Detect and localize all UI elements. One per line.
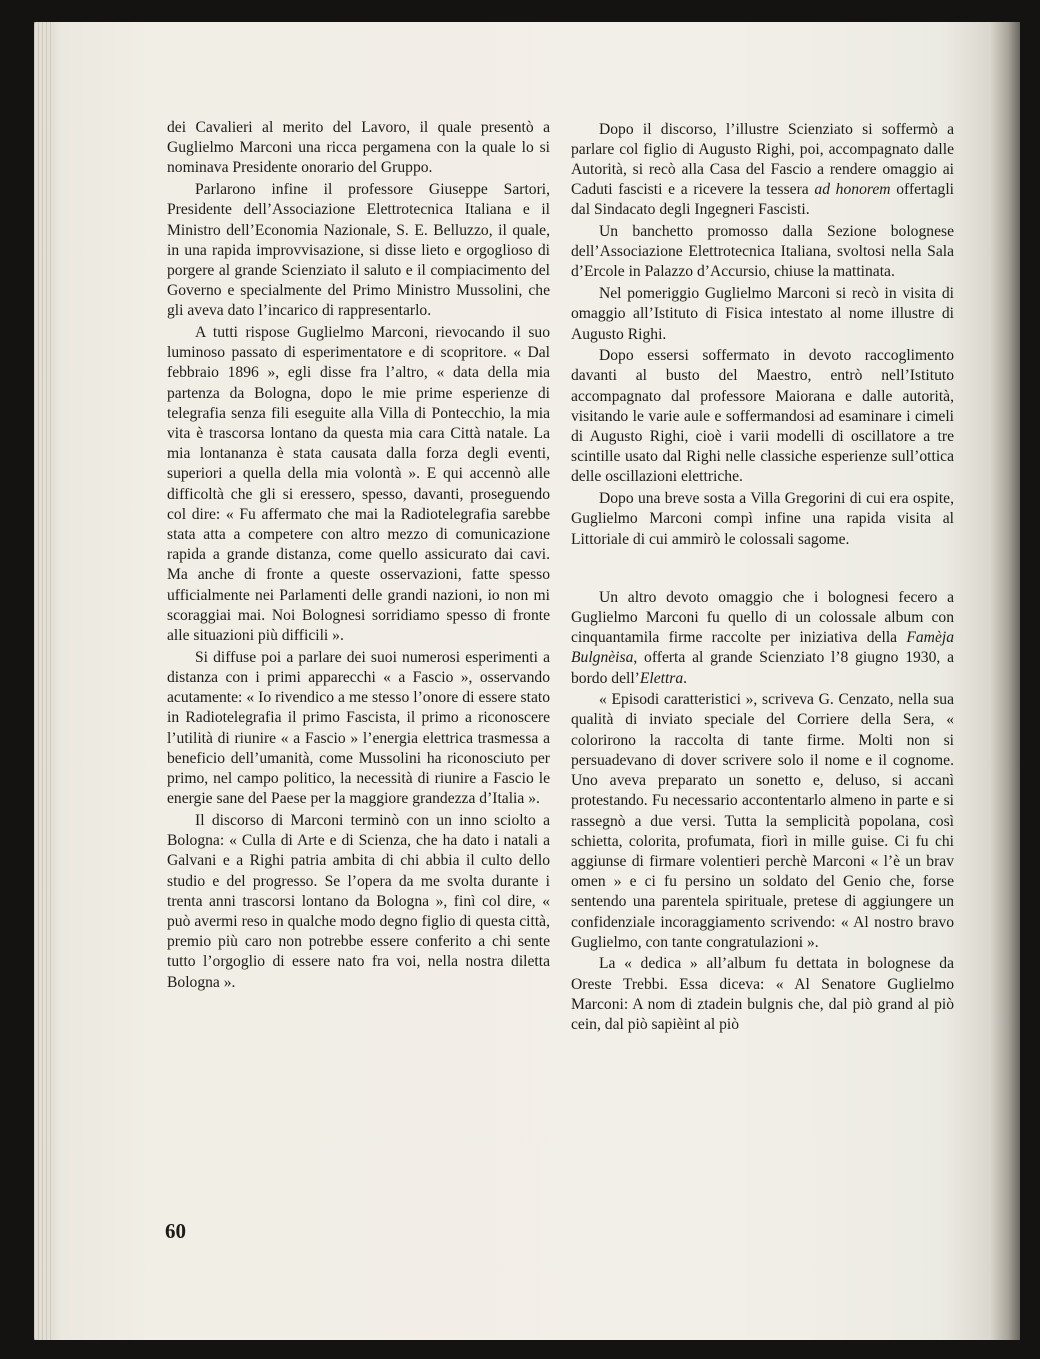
paragraph: A tutti rispose Guglielmo Marconi, rievocando il suo luminoso passato di esperimentatore e di scopritore. « Dal febbraio 1896 », egli disse fra l’altro, « data della mia partenza da Bologna, dopo le mie prime esperienze di telegrafia senza fili eseguite alla Villa di Pontecchio, la mia vita è trascorsa lontano da questa mia cara Città natale. La mia lontananza è stata causata dalla forza degli eventi, superiori a quella della mia volontà ». E qui accennò alle difficoltà che gli si eressero, spesso, davanti, proseguendo col dire: « Fu affermato che mai la Radiotelegrafia sarebbe stata atta a competere con altro mezzo di comunicazione rapida a grande distanza, come quello assicurato dai cavi. Ma anche di fronte a queste osservazioni, fatte spesso ufficialmente nei Parlamenti delle grandi nazioni, io non mi scoraggiai mai. Noi Bolognesi sorridiamo spesso di fronte alle situazioni più difficili ».: [167, 324, 550, 645]
paragraph: Dopo una breve sosta a Villa Gregorini di cui era ospite, Guglielmo Marconi compì infine una rapida visita al Littoriale di cui ammirò le colossali sagome.: [571, 490, 954, 548]
paragraph: Nel pomeriggio Guglielmo Marconi si recò in visita di omaggio all’Istituto di Fisica intestato al nome illustre di Augusto Righi.: [571, 285, 954, 343]
page-gutter-shadow: [990, 22, 1020, 1340]
paragraph: Dopo il discorso, l’illustre Scienziato si soffermò a parlare col figlio di Augusto Righi, poi, accompagnato dalle Autorità, si recò alla Casa del Fascio a rendere omaggio ai Caduti fascisti e a ricevere la tessera ad honorem offertagli dal Sindacato degli Ingegneri Fascisti.: [571, 120, 954, 219]
paragraph: Si diffuse poi a parlare dei suoi numerosi esperimenti a distanza con i primi apparecchi « a Fascio », osservando acutamente: « Io rivendico a me stesso l’onore di essere stato in Radiotelegrafia il primo Fascista, il primo a riconoscere l’utilità di riunire « a Fascio » l’energia elettrica trasmessa a beneficio dell’umanità, come Mussolini ha riconosciuto per primo, nel campo politico, la necessità di riunire a Fascio le energie sane del Paese per la maggiore grandezza d’Italia ».: [167, 648, 550, 808]
left-text-column: [167, 118, 550, 993]
paragraph: dei Cavalieri al merito del Lavoro, il quale presentò a Guglielmo Marconi una ricca pergamena con la quale lo si nominava Presidente onorario del Gruppo.: [167, 119, 550, 177]
album-italic-name: Famèja Bulgnèisa: [571, 629, 954, 667]
paragraph: « Episodi caratteristici », scriveva G. Cenzato, nella sua qualità di inviato speciale del Corriere della Sera, « colorirono la raccolta di tante firme. Molti non si persuadevano di dover scrivere solo il nome e il cognome. Uno aveva preparato un sonetto e, deluso, si accanì protestando. Fu necessario accontentarlo almeno in parte e si rassegnò a due versi. Tutta la semplicità popolana, così schietta, colorita, profumata, fiorì in mille guise. Ci fu chi aggiunse di firmare volentieri perchè Marconi « l’è un brav omen » e ci fu persino un soldato del Genio che, forse sentendo una parentela spirituale, pretese di aggiungere un confidenziale incoraggiamento scrivendo: « Al nostro bravo Guglielmo, con tante congratulazioni ».: [571, 691, 954, 951]
album-text-part: .: [683, 669, 688, 687]
album-text-part: , offerta al grande Scienziato l’8 giugno 1930, a bordo dell’: [571, 649, 954, 687]
page-binding-edge: [34, 22, 54, 1340]
right-text-column: [571, 118, 954, 1035]
paragraph: Dopo essersi soffermato in devoto raccoglimento davanti al busto del Maestro, entrò nell’Istituto accompagnato dal professore Maiorana e dalle autorità, visitando le varie aule e soffermandosi ad esaminare i cimeli di Augusto Righi, cioè i varii modelli di oscillatore a tre scintille usato dal Righi nelle classiche esperienze sull’ottica delle oscillazioni elettriche.: [571, 347, 954, 486]
paragraph: La « dedica » all’album fu dettata in bolognese da Oreste Trebbi. Essa diceva: « Al Senatore Guglielmo Marconi: A nom di ztadein bulgnis che, dal piò grand al piò cein, dal piò sapièint al piò: [571, 955, 954, 1034]
album-text-part: Un altro devoto omaggio che i bolognesi fecero a Guglielmo Marconi fu quello di un colossale album con cinquantamila firme raccolte per iniziativa della: [571, 588, 954, 647]
album-paragraph: [571, 588, 954, 689]
paragraph: Il discorso di Marconi terminò con un inno sciolto a Bologna: « Culla di Arte e di Scienza, che ha dato i natali a Galvani e a Righi patria ambita di chi abbia il culto dello studio e del progresso. Se l’opera da me svolta durante i trenta anni trascorsi lontano da Bologna », finì col dire, « può avermi reso in qualche modo degno figlio di questa città, premio più caro non potrebbe essere conferito a chi sente tutto l’orgoglio di essere nato fra voi, nella nostra diletta Bologna ».: [167, 811, 550, 991]
paragraph: Un banchetto promosso dalla Sezione bolognese dell’Associazione Elettrotecnica Italiana, svoltosi nella Sala d’Ercole in Palazzo d’Accursio, chiuse la mattinata.: [571, 223, 954, 281]
album-italic-ship: Elettra: [639, 669, 684, 687]
page-number: 60: [165, 1219, 186, 1243]
paragraph: Parlarono infine il professore Giuseppe Sartori, Presidente dell’Associazione Elettrotecnica Italiana e il Ministro dell’Economia Nazionale, S. E. Belluzzo, il quale, in una rapida improvvisazione, si disse lieto e orgoglioso di porgere al grande Scienziato il saluto e il compiacimento del Governo e specialmente del Primo Ministro Mussolini, che gli aveva dato l’incarico di rappresentarlo.: [167, 181, 550, 320]
